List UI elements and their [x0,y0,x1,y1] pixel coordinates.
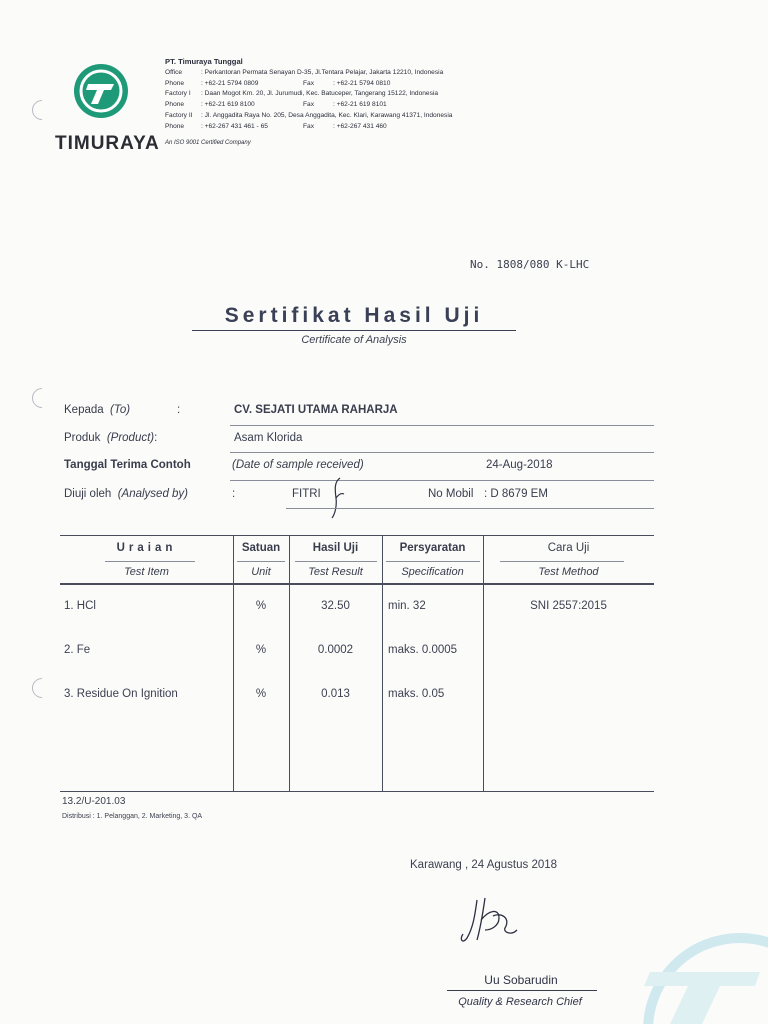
product-label: Produk (Product): [64,432,158,444]
row-unit: % [255,644,267,656]
header-test-item: Uraian [116,542,177,554]
letterhead-label: Factory II [165,111,193,119]
letterhead-label: Phone [165,79,185,87]
header-specification: Persyaratan [399,542,466,554]
row-spec: min. 32 [388,600,426,612]
row-result: 0.013 [321,688,350,700]
row-unit: % [255,600,267,612]
row-spec: maks. 0.05 [388,688,445,700]
letterhead-label: Factory I [165,90,191,98]
row-unit: % [255,688,267,700]
letterhead-label: Phone [165,122,185,130]
letterhead-value: : Perkantoran Permata Senayan D-35, Jl.Tentara Pelajar, Jakarta 12210, Indonesia [201,68,444,76]
to-label: Kepada (To) [64,404,131,416]
header-test-item-en: Test Item [124,566,169,578]
letterhead-fax-label: Fax [303,101,314,109]
company-logo-icon [74,64,128,118]
punch-hole-mark [28,674,56,702]
punch-hole-mark [28,96,56,124]
to-label-en: (To) [110,404,131,416]
letterhead-row [165,122,452,133]
signer-title: Quality & Research Chief [458,996,582,1008]
company-name: PT. Timuraya Tunggal [165,57,243,66]
signature-line [447,990,597,991]
header-test-result: Hasil Uji [312,542,359,554]
header-test-result-en: Test Result [308,566,363,578]
to-value: CV. SEJATI UTAMA RAHARJA [234,404,398,416]
letterhead-fax-label: Fax [303,122,314,130]
company-letterhead [165,57,452,133]
row-item: 1. HCl [64,600,96,612]
header-unit: Satuan [241,542,281,554]
mobile-value: : D 8679 EM [484,488,548,500]
row-item: 2. Fe [64,644,91,656]
mobile-label: No Mobil [428,488,474,500]
signer-name: Uu Sobarudin [484,973,558,987]
letterhead-label: Office [165,68,183,76]
row-method: SNI 2557:2015 [530,600,607,612]
product-label-en: (Product) [106,432,155,444]
header-test-method-en: Test Method [538,566,599,578]
letterhead-row [165,111,452,122]
company-brand: TIMURAYA [55,133,160,154]
watermark-logo-icon [610,920,768,1024]
form-code: 13.2/U-201.03 [62,796,126,807]
row-spec: maks. 0.0005 [388,644,458,656]
letterhead-value: : +62-21 619 8100 [201,101,255,109]
date-received-value: 24-Aug-2018 [486,459,553,471]
letterhead-row [165,68,452,79]
certificate-subtitle: Certificate of Analysis [301,334,407,346]
analysed-by-label: Diuji oleh (Analysed by) [64,488,189,500]
distribution-list: Distribusi : 1. Pelanggan, 2. Marketing, 3. QA [62,813,203,820]
letterhead-value: : Jl. Anggadita Raya No. 205, Desa Anggadita, Kec. Klari, Karawang 41371, Indonesia [201,111,453,119]
certificate-title: Sertifikat Hasil Uji [192,304,516,331]
analysed-by-label-en: (Analysed by) [117,488,189,500]
letterhead-value: : +62-267 431 461 - 65 [201,122,268,130]
analyst-initial-signature [326,476,348,520]
row-result: 0.0002 [317,644,354,656]
analysed-by-colon: : [232,488,236,500]
document-number: No. 1808/080 K-LHC [470,258,590,271]
letterhead-row [165,89,452,100]
letterhead-row [165,100,452,111]
letterhead-row [165,79,452,90]
iso-note: An ISO 9001 Certified Company [165,140,251,146]
header-specification-en: Specification [401,566,464,578]
row-result: 32.50 [321,600,350,612]
letterhead-value: : +62-21 5794 0809 [201,79,259,87]
letterhead-value: : Daan Mogot Km. 20, Jl. Jurumudi, Kec. Batuceper, Tangerang 15122, Indonesia [201,90,439,98]
letterhead-fax-value: : +62-21 5794 0810 [333,79,391,87]
date-received-label-en: (Date of sample received) [232,459,364,471]
letterhead-fax-label: Fax [303,79,314,87]
letterhead-fax-value: : +62-21 619 8101 [333,101,387,109]
date-received-label: Tanggal Terima Contoh [64,459,191,471]
header-unit-en: Unit [251,566,271,578]
row-item: 3. Residue On Ignition [64,688,178,700]
place-and-date: Karawang , 24 Agustus 2018 [410,859,558,871]
analysed-by-value: FITRI [292,488,321,500]
to-colon: : [177,404,181,416]
letterhead-label: Phone [165,101,185,109]
product-value: Asam Klorida [234,432,303,444]
letterhead-fax-value: : +62-267 431 460 [333,122,387,130]
punch-hole-mark [28,384,56,412]
header-test-method: Cara Uji [547,542,590,554]
signature-mark [455,890,525,950]
